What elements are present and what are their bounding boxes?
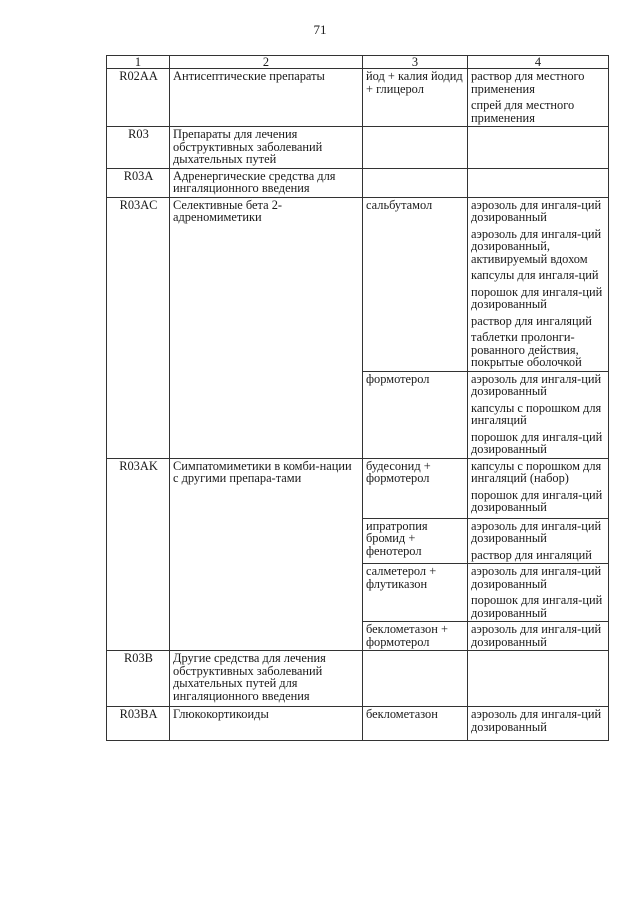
drug-name-cell: беклометазон + формотерол [363,622,468,651]
drug-name-cell: сальбутамол [363,197,468,371]
dosage-form: порошок для ингаля-ций дозированный [471,487,603,514]
dosage-form: аэрозоль для ингаля-ций дозированный, активируемый вдохом [471,226,602,266]
group-name-cell: Препараты для лечения обструктивных заболеваний дыхательных путей [170,127,363,169]
dosage-form: капсулы с порошком для ингаляций [471,400,602,427]
dosage-forms-cell [468,651,609,707]
drug-name-cell: йод + калия йодид + глицерол [363,69,468,127]
dosage-forms-cell [468,197,609,371]
drug-name-cell: ипратропия бромид + фенотерол [363,518,468,564]
atc-code-cell: R03AK [107,458,170,651]
dosage-form: капсулы с порошком для ингаляций (набор) [471,458,602,485]
dosage-form: капсулы для ингаля-ций [471,268,599,282]
drug-name-cell [363,168,468,197]
atc-code-cell: R03A [107,168,170,197]
dosage-form: раствор для ингаляций [471,313,592,328]
table-row [107,197,609,371]
dosage-forms-cell [468,564,609,622]
dosage-forms-cell [468,458,609,518]
drug-name-cell [363,651,468,707]
dosage-forms-cell [468,69,609,127]
dosage-form: раствор для местного применения [471,69,585,96]
table-row [107,651,609,707]
column-header: 2 [170,56,363,69]
table-row [107,458,609,518]
dosage-forms-cell [468,127,609,169]
group-name-cell: Глюкокортикоиды [170,707,363,741]
atc-code-cell: R03 [107,127,170,169]
dosage-form: аэрозоль для ингаля-ций дозированный [471,564,602,591]
table-header-row [107,56,609,69]
dosage-form: порошок для ингаля-ций дозированный [471,593,603,620]
group-name-cell: Адренергические средства для ингаляционного введения [170,168,363,197]
dosage-forms-cell [468,622,609,651]
table-row [107,127,609,169]
drug-name-cell: салметерол + флутиказон [363,564,468,622]
dosage-form: спрей для местного применения [471,98,575,125]
dosage-form: порошок для ингаля-ций дозированный [471,429,603,456]
dosage-form: аэрозоль для ингаля-ций дозированный [471,707,602,734]
group-name-cell: Симпатомиметики в комби-нации с другими препара-тами [170,458,363,651]
drug-name-cell: будесонид + формотерол [363,458,468,518]
column-header: 4 [468,56,609,69]
atc-code-cell: R03B [107,651,170,707]
table-row [107,707,609,741]
drug-name-cell: формотерол [363,371,468,458]
dosage-form: раствор для ингаляций [471,547,592,562]
dosage-form: аэрозоль для ингаля-ций дозированный [471,622,602,649]
page-number: 71 [313,22,327,37]
drug-name-cell: беклометазон [363,707,468,741]
atc-code-cell: R02AA [107,69,170,127]
atc-code-cell: R03BA [107,707,170,741]
dosage-forms-cell [468,371,609,458]
dosage-forms-cell [468,518,609,564]
column-header: 3 [363,56,468,69]
atc-code-cell: R03AC [107,197,170,458]
group-name-cell: Другие средства для лечения обструктивных заболеваний дыхательных путей для ингаляционного введения [170,651,363,707]
dosage-forms-cell [468,707,609,741]
dosage-form: таблетки пролонги-рованного действия, покрытые оболочкой [471,330,582,369]
dosage-form: аэрозоль для ингаля-ций дозированный [471,518,602,545]
table-row [107,168,609,197]
dosage-forms-cell [468,168,609,197]
column-header: 1 [107,56,170,69]
dosage-form: порошок для ингаля-ций дозированный [471,284,603,311]
drug-name-cell [363,127,468,169]
drug-table [106,55,609,741]
group-name-cell: Селективные бета 2-адреномиметики [170,197,363,458]
group-name-cell: Антисептические препараты [170,69,363,127]
dosage-form: аэрозоль для ингаля-ций дозированный [471,197,602,224]
dosage-form: аэрозоль для ингаля-ций дозированный [471,371,602,398]
table-row [107,69,609,127]
